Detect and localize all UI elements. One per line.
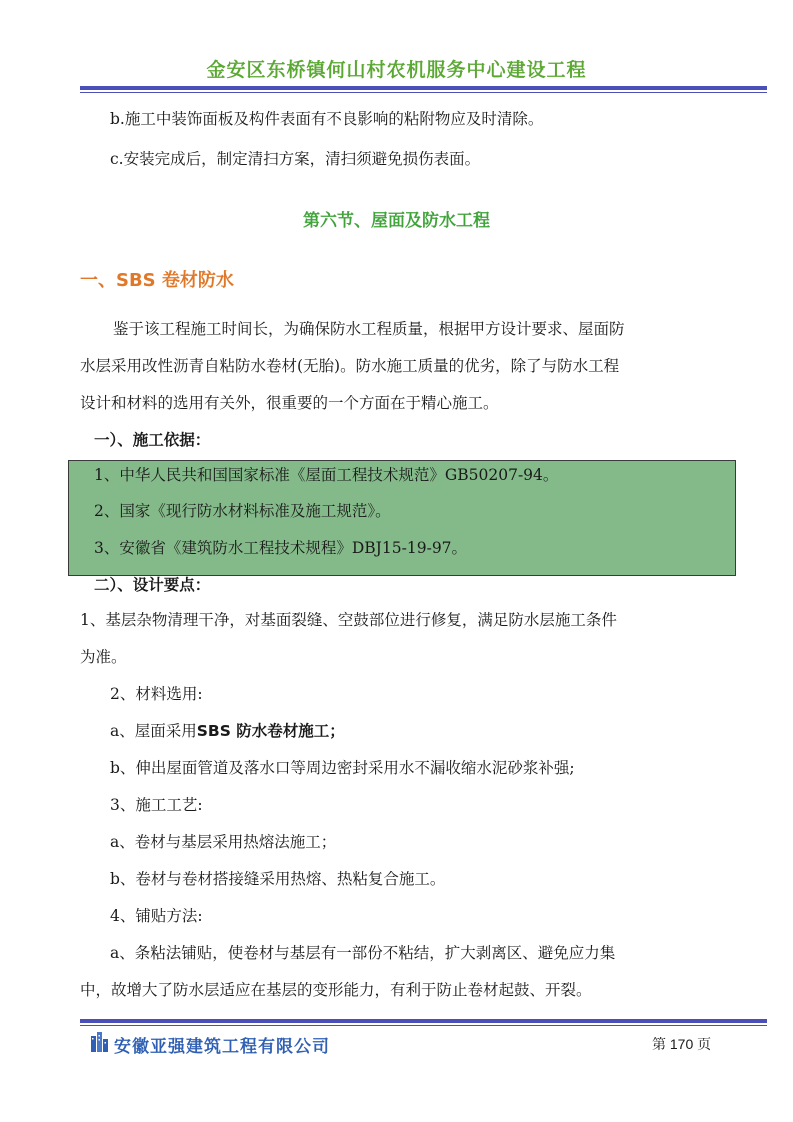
design-method-heading: 4、铺贴方法: xyxy=(110,907,203,925)
footer-company: 安徽亚强建筑工程有限公司 xyxy=(114,1037,330,1057)
page-number: 第 170 页 xyxy=(652,1036,712,1052)
design-method-a: a、条粘法铺贴，使卷材与基层有一部份不粘结，扩大剥离区、避免应力集 xyxy=(110,944,616,962)
paragraph-line-3: 设计和材料的选用有关外，很重要的一个方面在于精心施工。 xyxy=(80,394,499,412)
design-materials-heading: 2、材料选用: xyxy=(110,685,203,703)
design-process-heading: 3、施工工艺: xyxy=(110,796,203,814)
design-line-1-cont: 为准。 xyxy=(80,648,127,666)
footer-rule-thin xyxy=(80,1025,767,1026)
intro-line-c: c.安装完成后，制定清扫方案，清扫须避免损伤表面。 xyxy=(110,150,481,168)
design-method-a-cont: 中，故增大了防水层适应在基层的变形能力，有利于防止卷材起鼓、开裂。 xyxy=(80,981,592,999)
company-logo-icon xyxy=(90,1030,110,1052)
design-heading: 二）、设计要点： xyxy=(94,576,211,594)
header-rule-thin xyxy=(80,92,767,93)
paragraph-line-1: 鉴于该工程施工时间长，为确保防水工程质量，根据甲方设计要求、屋面防 xyxy=(113,320,625,338)
design-process-a: a、卷材与基层采用热熔法施工； xyxy=(110,833,337,851)
basis-heading: 一）、施工依据： xyxy=(94,431,211,449)
header-title: 金安区东桥镇何山村农机服务中心建设工程 xyxy=(206,59,587,81)
footer-rule-thick xyxy=(80,1019,767,1023)
basis-item-2: 2、国家《现行防水材料标准及施工规范》。 xyxy=(94,502,391,520)
paragraph-line-2: 水层采用改性沥青自粘防水卷材(无胎)。防水施工质量的优劣，除了与防水工程 xyxy=(80,357,620,375)
design-process-b: b、卷材与卷材搭接缝采用热熔、热粘复合施工。 xyxy=(110,870,446,888)
header-rule-thick xyxy=(80,86,767,90)
design-line-1: 1、基层杂物清理干净，对基面裂缝、空鼓部位进行修复，满足防水层施工条件 xyxy=(80,611,617,629)
basis-item-3: 3、安徽省《建筑防水工程技术规程》DBJ15-19-97。 xyxy=(94,539,468,557)
heading-sbs-waterproof: 一、SBS 卷材防水 xyxy=(80,270,234,291)
section-title: 第六节、屋面及防水工程 xyxy=(303,211,490,231)
basis-item-1: 1、中华人民共和国国家标准《屋面工程技术规范》GB50207-94。 xyxy=(94,466,559,484)
design-materials-a-bold: SBS 防水卷材施工； xyxy=(196,722,345,740)
design-materials-b: b、伸出屋面管道及落水口等周边密封采用水不漏收缩水泥砂浆补强; xyxy=(110,759,575,777)
intro-line-b: b.施工中装饰面板及构件表面有不良影响的粘附物应及时清除。 xyxy=(110,110,544,128)
design-materials-a-prefix: a、屋面采用 xyxy=(110,722,197,740)
design-materials-a xyxy=(110,719,345,741)
